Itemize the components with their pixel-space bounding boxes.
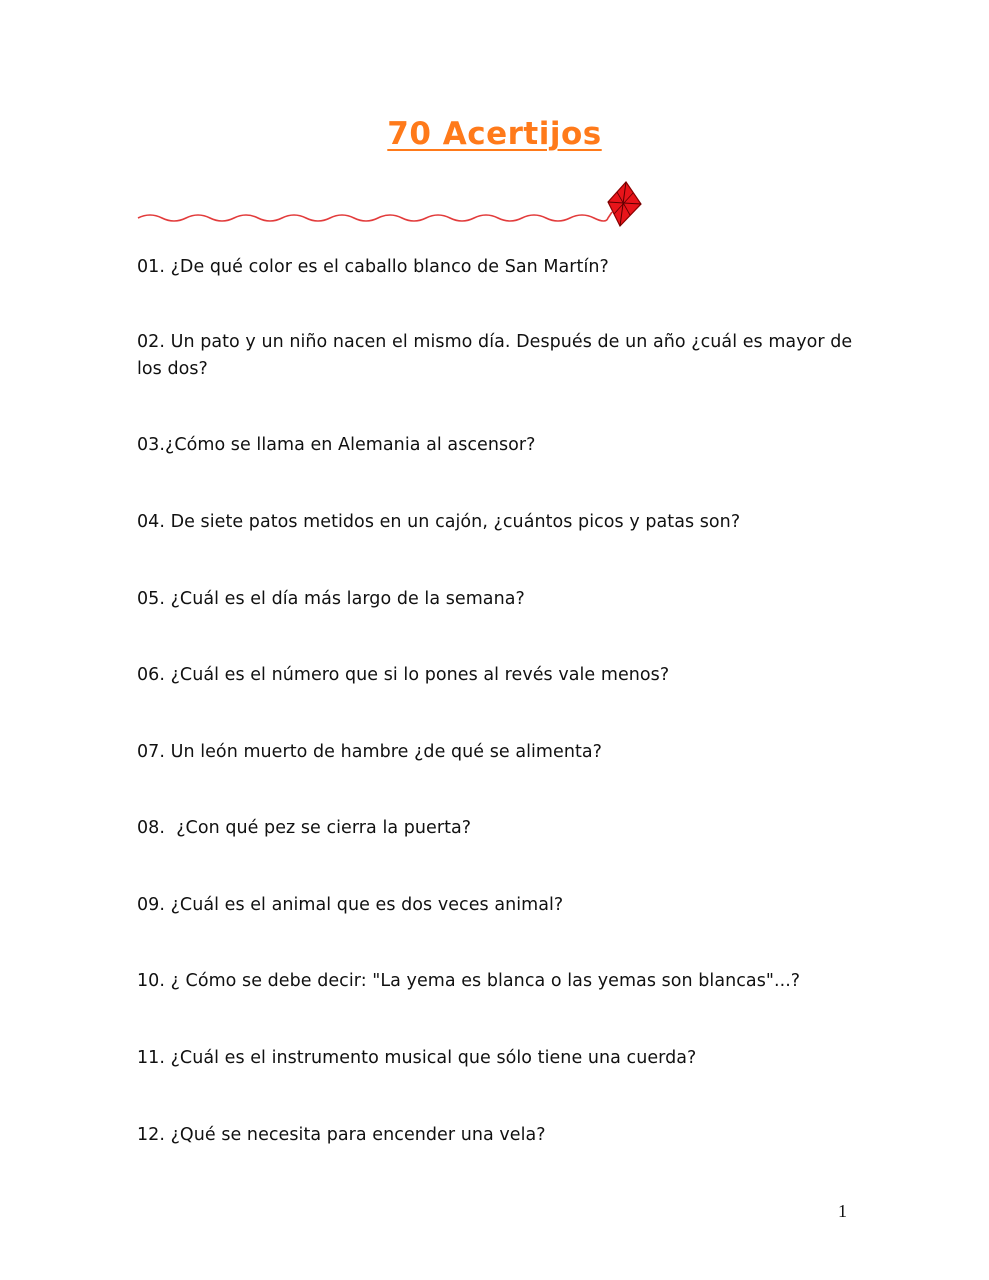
page-title: 70 Acertijos	[387, 116, 602, 152]
question-item: 07. Un león muerto de hambre ¿de qué se alimenta?	[137, 742, 603, 762]
question-item: 09. ¿Cuál es el animal que es dos veces animal?	[137, 895, 564, 915]
question-item: 03.¿Cómo se llama en Alemania al ascensor?	[137, 435, 536, 455]
page-number: 1	[838, 1201, 847, 1221]
kite-icon	[136, 178, 646, 234]
question-item: 02. Un pato y un niño nacen el mismo día. Después de un año ¿cuál es mayor de los dos?	[137, 332, 858, 379]
question-item: 04. De siete patos metidos en un cajón, ¿cuántos picos y patas son?	[137, 512, 741, 532]
question-item: 01. ¿De qué color es el caballo blanco de San Martín?	[137, 257, 609, 277]
kite-string	[138, 212, 612, 221]
question-item: 05. ¿Cuál es el día más largo de la semana?	[137, 589, 525, 609]
question-item: 08. ¿Con qué pez se cierra la puerta?	[137, 818, 472, 838]
kite-body	[608, 182, 641, 226]
question-item: 12. ¿Qué se necesita para encender una vela?	[137, 1125, 546, 1145]
question-item: 10. ¿ Cómo se debe decir: "La yema es blanca o las yemas son blancas"...?	[137, 971, 801, 991]
question-item: 06. ¿Cuál es el número que si lo pones al revés vale menos?	[137, 665, 670, 685]
question-item: 11. ¿Cuál es el instrumento musical que sólo tiene una cuerda?	[137, 1048, 697, 1068]
